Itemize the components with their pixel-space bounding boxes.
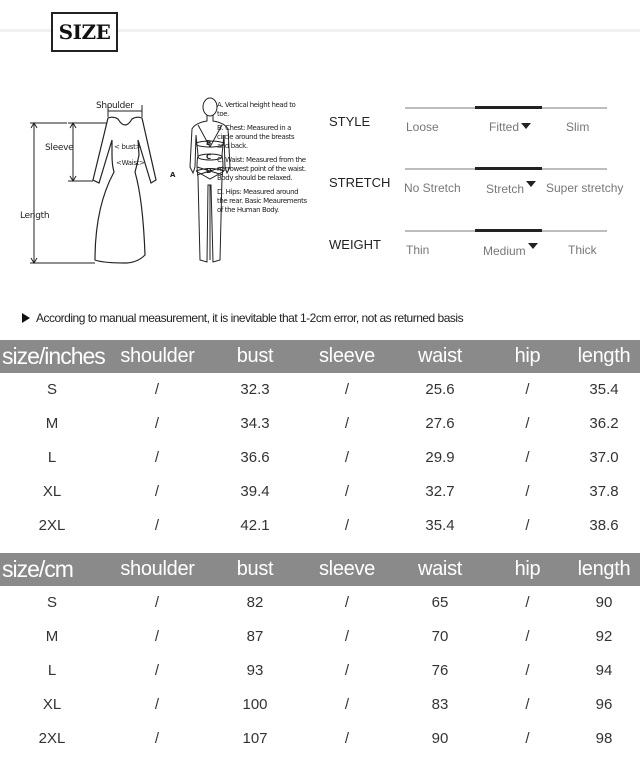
cell-hip: / [525,696,530,713]
note-a [217,101,307,119]
table-row [0,373,640,407]
attribute-name: STRETCH [329,175,391,190]
cell-shoulder: / [154,483,160,500]
header-shoulder: shoulder [120,345,195,367]
body-label-a: A [170,171,176,179]
header-size: size/cm [2,556,73,582]
table-row [0,620,640,654]
table-header [0,340,640,373]
dress-icon [93,117,156,263]
cell-waist: 35.4 [425,517,455,534]
shoulder-label: Shoulder [96,101,134,111]
header-size: size/inches [2,343,105,369]
cell-hip: / [525,628,530,645]
size-table-inches [0,340,640,543]
cell-sleeve: / [344,628,350,645]
body-label-d: D [206,167,212,175]
cell-hip: / [525,662,530,679]
cell-size: XL [42,483,62,500]
cell-waist: 29.9 [425,449,455,466]
cell-bust: 100 [242,696,268,713]
cell-size: M [45,415,59,432]
cell-waist: 27.6 [425,415,455,432]
cell-sleeve: / [344,696,350,713]
table-row [0,586,640,620]
table-header [0,553,640,586]
cell-length: 35.4 [589,381,619,398]
cell-bust: 87 [246,628,264,645]
cell-size: XL [42,696,62,713]
cell-waist: 32.7 [425,483,455,500]
cell-length: 90 [595,594,613,611]
cell-hip: / [525,449,530,466]
header-waist: waist [417,345,463,367]
cell-size: 2XL [38,730,66,747]
size-table-cm [0,553,640,756]
header-hip: hip [514,558,541,580]
cell-size: L [47,449,57,466]
cell-sleeve: / [344,415,350,432]
table-row [0,688,640,722]
attribute-scale [405,168,607,170]
cell-waist: 76 [431,662,449,679]
cell-bust: 82 [246,594,264,611]
cell-length: 98 [595,730,613,747]
note-label: A. [217,101,224,109]
note-c [217,156,307,183]
attribute-name: STYLE [329,114,371,129]
table-row [0,407,640,441]
sleeve-label: Sleeve [45,143,74,153]
caret-down-icon [528,243,538,249]
cell-hip: / [525,381,530,398]
header-hip: hip [514,345,541,367]
note-text: Waist: Measured from the narrowest point of the waist. Body should be relaxed. [217,156,306,182]
cell-waist: 70 [431,628,449,645]
cell-bust: 34.3 [240,415,270,432]
caret-down-icon [526,181,536,187]
cell-length: 36.2 [589,415,619,432]
caret-down-icon [521,123,531,129]
cell-shoulder: / [154,730,160,747]
body-label-c: C [206,153,211,161]
measurement-notes [217,101,307,220]
note-text: Chest: Measured in a circle around the breasts and back. [217,124,295,150]
option-no-stretch: No Stretch [404,181,461,195]
cell-waist: 65 [431,594,449,611]
attribute-scale [405,107,607,109]
cell-size: S [46,381,57,398]
note-b [217,124,307,151]
cell-shoulder: / [154,696,160,713]
cell-sleeve: / [344,517,350,534]
header-bust: bust [236,558,274,580]
body-label-b: B [206,139,212,147]
cell-shoulder: / [154,628,160,645]
table-row [0,654,640,688]
table-body [0,586,640,756]
option-medium-selected: Medium [483,243,538,258]
option-thick: Thick [568,243,597,257]
option-fitted-selected: Fitted [489,120,531,134]
bust-label: < bust> [114,143,142,151]
cell-length: 38.6 [589,517,619,534]
attribute-weight [320,218,640,258]
waist-label: <Waist> [116,159,145,167]
table-body [0,373,640,543]
attribute-stretch [320,156,640,196]
header-sleeve: sleeve [318,558,375,580]
cell-sleeve: / [344,662,350,679]
cell-length: 94 [595,662,613,679]
cell-size: L [47,662,57,679]
cell-shoulder: / [154,381,160,398]
header-waist: waist [417,558,463,580]
length-label: Length [20,211,50,221]
cell-hip: / [525,483,530,500]
cell-length: 37.0 [589,449,619,466]
table-row [0,441,640,475]
option-slim: Slim [566,120,590,134]
cell-length: 96 [595,696,613,713]
table-row [0,722,640,756]
cell-sleeve: / [344,381,350,398]
header-length: length [577,558,631,580]
option-stretch-selected: Stretch [486,181,536,196]
cell-size: S [46,594,57,611]
header-length: length [577,345,631,367]
note-label: D. [217,188,224,196]
cell-shoulder: / [154,517,160,534]
cell-bust: 42.1 [240,517,270,534]
note-text: Hips: Measured around the rear. Basic Meaurements of the Human Body. [217,188,307,214]
selected-segment [475,106,542,109]
header-shoulder: shoulder [120,558,195,580]
notice-text: According to manual measurement, it is inevitable that 1-2cm error, not as returned basis [36,311,464,325]
measurement-notice [22,311,463,325]
table-row [0,509,640,543]
note-label: B. [217,124,224,132]
header-bust: bust [236,345,274,367]
cell-hip: / [525,730,530,747]
attribute-name: WEIGHT [329,237,381,252]
cell-waist: 25.6 [425,381,455,398]
triangle-right-icon [22,313,30,323]
cell-bust: 107 [242,730,268,747]
attribute-scale [405,230,607,232]
option-super-stretchy: Super stretchy [546,181,624,195]
cell-hip: / [525,415,530,432]
selected-segment [475,167,542,170]
cell-shoulder: / [154,594,160,611]
cell-sleeve: / [344,449,350,466]
fabric-attributes [320,95,640,275]
cell-sleeve: / [344,730,350,747]
cell-shoulder: / [154,662,160,679]
cell-sleeve: / [344,594,350,611]
table-row [0,475,640,509]
note-d [217,188,307,215]
header-sleeve: sleeve [318,345,375,367]
selected-segment [475,229,542,232]
note-text: Vertical height head to toe. [217,101,296,118]
cell-shoulder: / [154,415,160,432]
cell-length: 37.8 [589,483,619,500]
cell-length: 92 [595,628,613,645]
sleeve-measure-icon [68,123,107,181]
cell-bust: 32.3 [240,381,270,398]
cell-bust: 36.6 [240,449,270,466]
option-thin: Thin [406,243,430,257]
cell-bust: 39.4 [240,483,270,500]
size-title: SIZE [51,12,118,52]
cell-waist: 83 [431,696,449,713]
note-label: C. [217,156,224,164]
cell-hip: / [525,517,530,534]
attribute-style [320,95,640,135]
cell-size: M [45,628,59,645]
cell-size: 2XL [38,517,66,534]
option-loose: Loose [406,120,439,134]
cell-waist: 90 [431,730,449,747]
cell-shoulder: / [154,449,160,466]
cell-sleeve: / [344,483,350,500]
cell-hip: / [525,594,530,611]
cell-bust: 93 [246,662,264,679]
